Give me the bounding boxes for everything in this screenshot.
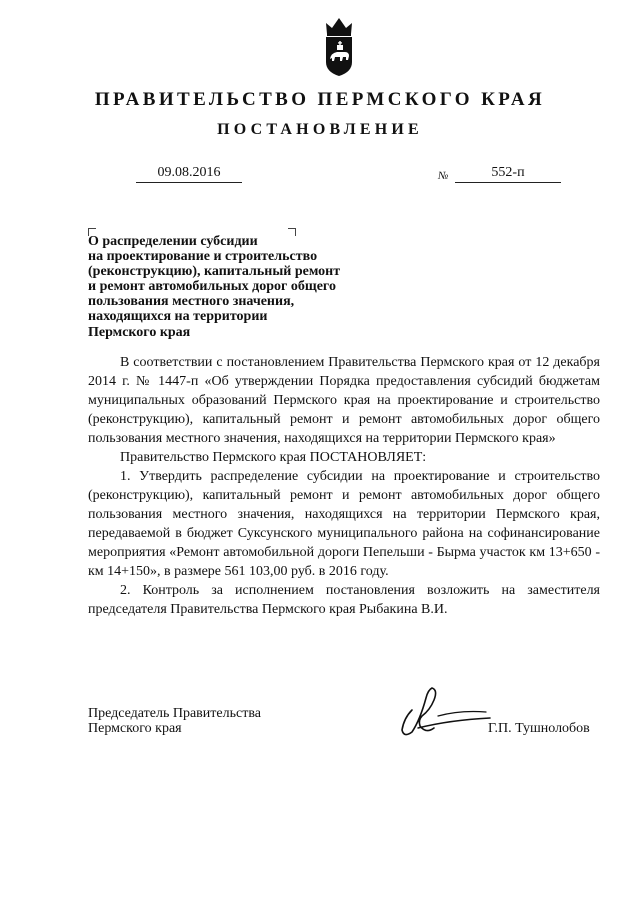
document-date: 09.08.2016 bbox=[136, 164, 242, 183]
position-line: Председатель Правительства bbox=[88, 706, 261, 721]
document-number: 552-п bbox=[455, 164, 561, 183]
subject-line: Пермского края bbox=[88, 324, 191, 340]
subject-line: О распределении субсидии bbox=[88, 234, 258, 249]
document-subject bbox=[88, 234, 388, 340]
subject-line: находящихся на территории bbox=[88, 309, 268, 325]
resolves-paragraph: Правительство Пермского края ПОСТАНОВЛЯЕТ: bbox=[120, 450, 427, 465]
subject-line: (реконструкцию), капитальный ремонт bbox=[88, 264, 341, 280]
number-sign: № bbox=[438, 170, 449, 182]
position-line: Пермского края bbox=[88, 720, 182, 736]
preamble-paragraph: В соответствии с постановлением Правительства Пермского края от 12 декабря 2014 г. № 1447-п «Об утверждении Порядка предоставления субсидий бюджетам муниципальных образований Пермского края на проектирование и строительство (реконструкцию), капитальный ремонт и ремонт автомобильных дорог общего пользования местного значения, находящихся на территории Пермского края» bbox=[88, 355, 600, 446]
document-body bbox=[88, 353, 600, 619]
item-2-paragraph: 2. Контроль за исполнением постановления возложить на заместителя председателя Правительства Пермского края Рыбакина В.И. bbox=[88, 583, 600, 617]
subject-line: пользования местного значения, bbox=[88, 294, 295, 310]
subject-line: и ремонт автомобильных дорог общего bbox=[88, 279, 336, 295]
handwritten-signature bbox=[390, 676, 500, 746]
signatory-position bbox=[88, 707, 261, 736]
item-1-paragraph: 1. Утвердить распределение субсидии на проектирование и строительство (реконструкцию), капитальный ремонт и ремонт автомобильных дорог общего пользования местного значения, находящихся на территории Пермского края, передаваемой в бюджет Суксунского муниципального района на софинансирование мероприятия «Ремонт автомобильной дороги Пепельши - Бырма участок км 13+650 - км 14+150», в размере 561 103,00 руб. в 2016 году. bbox=[88, 469, 600, 579]
government-title: ПРАВИТЕЛЬСТВО ПЕРМСКОГО КРАЯ bbox=[94, 89, 546, 110]
perm-krai-coat-of-arms-icon bbox=[318, 14, 360, 78]
subject-line: на проектирование и строительство bbox=[88, 249, 318, 265]
document-type: ПОСТАНОВЛЕНИЕ bbox=[217, 121, 423, 138]
signatory-name: Г.П. Тушнолобов bbox=[488, 721, 590, 736]
